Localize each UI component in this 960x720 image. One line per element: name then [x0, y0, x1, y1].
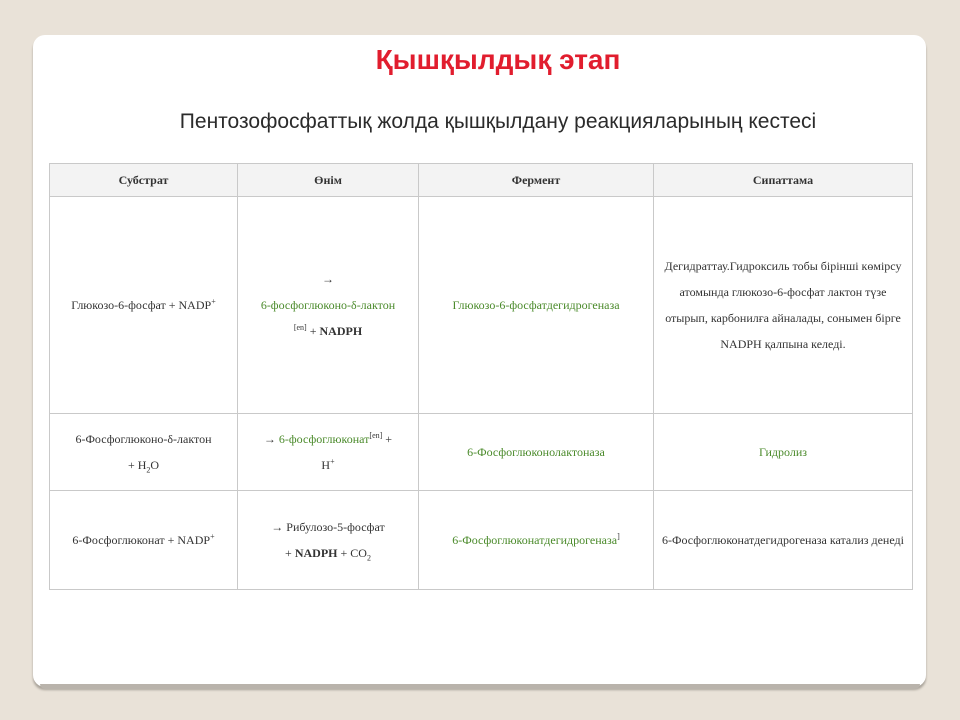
enzyme-link[interactable]: Глюкозо-6-фосфатдегидрогеназа [452, 298, 620, 312]
table-header-row [50, 164, 913, 197]
product-link[interactable]: 6-фосфоглюконат [278, 432, 370, 446]
description-cell [654, 491, 913, 590]
substrate-sup: + [211, 297, 216, 306]
product-hydrogen: H [321, 458, 331, 472]
header-enzyme: Фермент [419, 164, 654, 197]
reactions-table [49, 163, 913, 590]
slide-shadow-edge [40, 684, 920, 689]
substrate-cell [50, 197, 238, 414]
product-arrow: → [263, 432, 279, 446]
product-cell [238, 414, 419, 491]
product-sup: [en] [293, 323, 307, 332]
product-sup: [en] [369, 431, 383, 440]
substrate-cell [50, 491, 238, 590]
enzyme-cell [419, 414, 654, 491]
product-plus: + [306, 324, 320, 338]
enzyme-cell [419, 197, 654, 414]
product-arrow: → [322, 272, 334, 286]
substrate-text: 6-Фосфоглюконо-δ-лактон [75, 432, 212, 446]
description-cell [654, 197, 913, 414]
description-link[interactable]: Гидролиз [759, 445, 807, 459]
enzyme-link[interactable]: 6-Фосфоглюконолактоназа [467, 445, 605, 459]
product-co-sub: 2 [366, 553, 371, 563]
table-row [50, 197, 913, 414]
header-product: Өнім [238, 164, 419, 197]
substrate-water-pre: + H [127, 458, 147, 472]
table-row [50, 491, 913, 590]
page-title: Қышқылдық этап [375, 44, 621, 75]
product-nadph: NADPH [319, 324, 363, 338]
table-row [50, 414, 913, 491]
substrate-water-post: O [150, 458, 160, 472]
product-nadph: NADPH [294, 546, 338, 560]
substrate-text: 6-Фосфоглюконат + NADP [72, 533, 211, 547]
substrate-cell [50, 414, 238, 491]
product-plus: + [285, 546, 295, 560]
enzyme-cell [419, 491, 654, 590]
product-hydrogen-sup: + [330, 457, 335, 466]
product-cell [238, 491, 419, 590]
substrate-sup: + [210, 532, 215, 541]
description-text: Дегидраттау.Гидроксиль тобы бірінші көмірсу атомында глюкозо-6-фосфат лактон түзе отырып, карбонилға айналады, сонымен бірге NADPH қалпына келеді. [664, 259, 902, 351]
header-description: Сипаттама [654, 164, 913, 197]
substrate-text: Глюкозо-6-фосфат + NADP [71, 298, 212, 312]
product-text: → Рибулозо-5-фосфат [271, 520, 385, 534]
header-substrate: Субстрат [50, 164, 238, 197]
description-cell [654, 414, 913, 491]
enzyme-link[interactable]: 6-Фосфоглюконатдегидрогеназа [452, 533, 618, 547]
product-co: + CO [337, 546, 367, 560]
substrate-sub: 2 [146, 465, 151, 475]
description-text: 6-Фосфоглюконатдегидрогеназа катализ денеді [662, 533, 904, 547]
page-subtitle: Пентозофосфаттық жолда қышқылдану реакцияларының кестесі [179, 110, 817, 133]
product-plus: + [382, 432, 393, 446]
product-cell [238, 197, 419, 414]
product-link[interactable]: 6-фосфоглюконо-δ-лактон [260, 298, 396, 312]
enzyme-sup: ] [617, 532, 620, 541]
